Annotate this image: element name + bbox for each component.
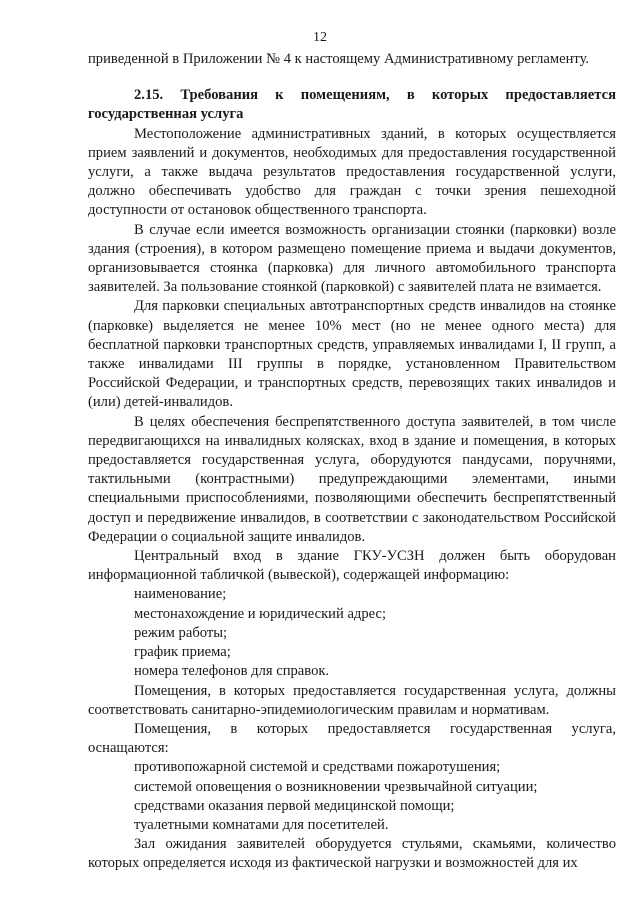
- paragraph-disabled-parking: Для парковки специальных автотранспортных средств инвалидов на стоянке (парковке) выделяется не менее 10% мест (но не менее одного места) для бесплатной парковки транспортных средств, управляемых инвалидами I, II групп, а также инвалидами III группы в порядке, установленном Правительством Российской Федерации, и транспортных средств, перевозящих таких инвалидов и (или) детей-инвалидов.: [88, 298, 616, 411]
- list-item: наименование;: [134, 586, 227, 603]
- list-item: режим работы;: [134, 624, 228, 641]
- paragraph-entrance-sign: Центральный вход в здание ГКУ-УСЗН должен быть оборудован информационной табличкой (вывеской), содержащей информацию:: [88, 548, 616, 584]
- paragraph-accessibility: В целях обеспечения беспрепятственного доступа заявителей, в том числе передвигающихся на инвалидных колясках, вход в здание и помещения, в которых предоставляется государственная услуга, оборудуются пандусами, поручнями, тактильными (контрастными) предупреждающими элементами, иными специальными приспособлениями, позволяющими обеспечить беспрепятственный доступ и передвижение инвалидов, в соответствии с законодательством Российской Федерации о социальной защите инвалидов.: [88, 413, 616, 545]
- list-item: местонахождение и юридический адрес;: [134, 605, 387, 622]
- section-heading: 2.15. Требования к помещениям, в которых предоставляется государственная услуга: [88, 87, 616, 123]
- paragraph-equipment: Помещения, в которых предоставляется государственная услуга, оснащаются:: [88, 720, 616, 757]
- list-item: средствами оказания первой медицинской помощи;: [134, 797, 455, 814]
- paragraph-continuation: приведенной в Приложении № 4 к настоящему Административному регламенту.: [88, 51, 590, 67]
- page-number: 12: [313, 30, 327, 45]
- paragraph-sanitary: Помещения, в которых предоставляется государственная услуга, должны соответствовать санитарно-эпидемиологическим правилам и нормативам.: [88, 682, 616, 718]
- list-item: системой оповещения о возникновении чрезвычайной ситуации;: [134, 778, 538, 795]
- paragraph-waiting-room: Зал ожидания заявителей оборудуется стульями, скамьями, количество которых определяется исходя из фактической нагрузки и возможностей для их: [88, 836, 616, 872]
- list-item: график приема;: [134, 644, 231, 661]
- list-item: номера телефонов для справок.: [134, 663, 330, 680]
- document-body: [88, 50, 616, 874]
- paragraph-location: Местоположение административных зданий, в которых осуществляется прием заявлений и документов, необходимых для предоставления государственной услуги, а также выдача результатов предоставления государственной услуги, должно обеспечивать удобство для граждан с точки зрения пешеходной доступности от остановок общественного транспорта.: [88, 125, 616, 219]
- list-item: противопожарной системой и средствами пожаротушения;: [134, 759, 501, 776]
- paragraph-parking: В случае если имеется возможность организации стоянки (парковки) возле здания (строения), в котором размещено помещение приема и выдачи документов, организовывается стоянка (парковка) для личного автомобильного транспорта заявителей. За пользование стоянкой (парковкой) с заявителей плата не взимается.: [88, 221, 616, 296]
- list-item: туалетными комнатами для посетителей.: [134, 816, 389, 833]
